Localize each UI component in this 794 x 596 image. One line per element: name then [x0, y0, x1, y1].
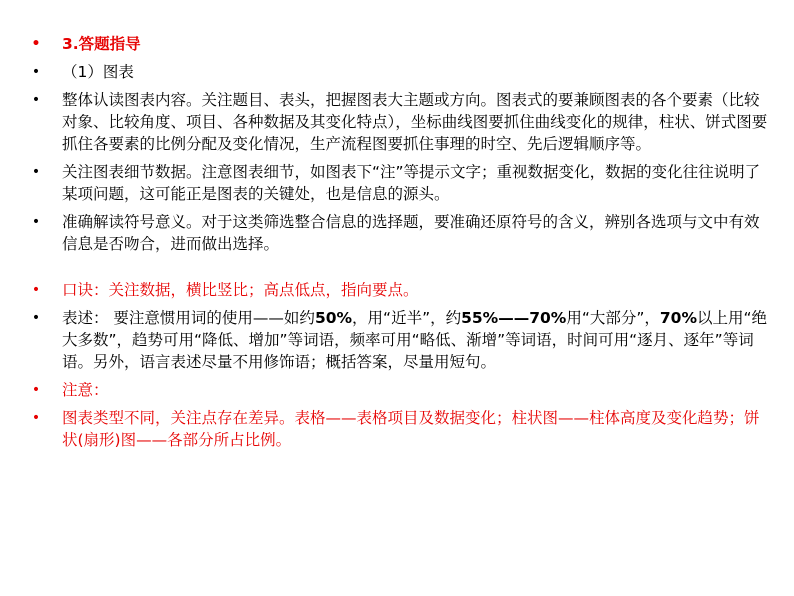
expression-text-part: ，用“近半”，约: [352, 309, 462, 327]
bullet-dot: •: [31, 310, 41, 326]
list-item-subheading: [28, 61, 768, 83]
list-item-overall-reading: [28, 89, 768, 155]
bullet-dot: •: [31, 410, 41, 426]
list-item-symbol-meaning: [28, 211, 768, 255]
symbol-meaning-text: 准确解读符号意义。对于这类筛选整合信息的选择题，要准确还原符号的含义，辨别各选项与文中有效信息是否吻合，进而做出选择。: [62, 213, 760, 253]
list-item-detail-data: [28, 161, 768, 205]
bullet-dot: •: [31, 282, 41, 298]
list-item-note-text: [28, 407, 768, 451]
bullet-dot: •: [31, 214, 41, 230]
subheading-chart: （1）图表: [62, 63, 134, 81]
expression-text-part: 以上用“绝大多数”，趋势可用“降低、增加”等词语，频率可用“略低、渐增”等词语，时间可用“逐月、逐年”等词语。另外，语言表述尽量不用修饰语；概括答案，尽量用短句。: [62, 309, 768, 371]
list-item-mnemonic: [28, 279, 768, 301]
bullet-dot: •: [31, 64, 41, 80]
percent-range: 55%——70%: [461, 309, 567, 327]
bullet-dot: •: [31, 36, 41, 52]
note-heading: 注意：: [62, 381, 109, 399]
expression-text-part: 用“大部分”，: [566, 309, 660, 327]
percent-value: 50%: [314, 309, 353, 327]
bullet-dot: •: [31, 92, 41, 108]
overall-reading-text: 整体认读图表内容。关注题目、表头，把握图表大主题或方向。图表式的要兼顾图表的各个要素（比较对象、比较角度、项目、各种数据及其变化特点），坐标曲线图要抓住曲线变化的规律，柱状、饼式图要抓住各要素的比例分配及变化情况，生产流程图要抓住事理的时空、先后逻辑顺序等。: [62, 91, 768, 153]
mnemonic-text: 口诀：关注数据，横比竖比；高点低点，指向要点。: [62, 281, 419, 299]
list-item-section-heading: [28, 33, 768, 55]
list-item-expression: [28, 307, 768, 373]
detail-data-text: 关注图表细节数据。注意图表细节，如图表下“注”等提示文字；重视数据变化，数据的变化往往说明了某项问题，这可能正是图表的关键处，也是信息的源头。: [62, 163, 761, 203]
bullet-list: [28, 33, 768, 457]
bullet-dot: •: [31, 164, 41, 180]
expression-text-part: 表述： 要注意惯用词的使用——如约: [62, 309, 315, 327]
list-item-note-heading: [28, 379, 768, 401]
section-heading: 3.答题指导: [62, 35, 141, 53]
percent-value: 70%: [659, 309, 697, 327]
note-text: 图表类型不同，关注点存在差异。表格——表格项目及数据变化；柱状图——柱体高度及变化趋势；饼状(扇形)图——各部分所占比例。: [62, 409, 760, 449]
bullet-dot: •: [31, 382, 41, 398]
